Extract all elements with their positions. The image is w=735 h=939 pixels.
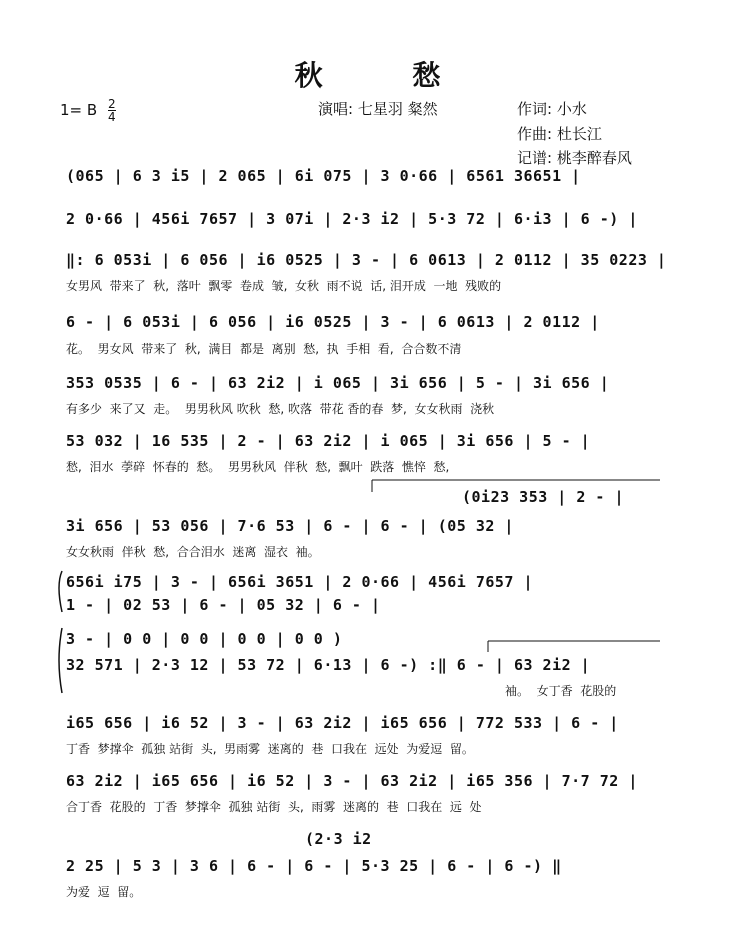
composer: 作曲: 杜长江: [517, 125, 602, 143]
lyrics-row: 有多少 来了又 走。 男男秋风 吹秋 愁, 吹落 带花 香的春 梦, 女女秋雨 浇秋: [66, 402, 495, 416]
notation-row: 2 25 | 5 3 | 3 6 | 6 - | 6 - | 5·3 25 | 6 - | 6 -) ‖: [66, 857, 562, 875]
key-label: 1= B: [60, 101, 98, 119]
notation-row: 2 0·66 | 456i 7657 | 3 07i | 2·3 i2 | 5·3 72 | 6·i3 | 6 -) |: [66, 210, 638, 228]
time-bottom: 4: [107, 110, 116, 124]
notation-row: 3i 656 | 53 056 | 7·6 53 | 6 - | 6 - | (05 32 |: [66, 517, 514, 535]
notation-row: 53 032 | 16 535 | 2 - | 63 2i2 | i 065 | 3i 656 | 5 - |: [66, 432, 591, 450]
notation-row: 353 0535 | 6 - | 63 2i2 | i 065 | 3i 656 | 5 - | 3i 656 |: [66, 374, 610, 392]
lyrics-row: 为爱 逗 留。: [66, 885, 142, 899]
system-bracket-1: [59, 571, 62, 612]
lyrics-row: 丁香 梦撑伞 孤独 站街 头, 男雨雾 迷离的 巷 口我在 远处 为爱逗 留。: [66, 742, 474, 756]
lyrics-row: 愁, 泪水 荸碎 怀春的 愁。 男男秋风 伴秋 愁, 飘叶 跌落 憔悴 愁,: [66, 460, 450, 474]
notation-row: (2·3 i2: [305, 830, 372, 848]
song-title: 秋 愁: [294, 59, 481, 92]
notation-row: (0i23 353 | 2 - |: [462, 488, 625, 506]
transcriber: 记谱: 桃李醉春风: [517, 149, 632, 167]
notation-row: 6 - | 6 053i | 6 056 | i6 0525 | 3 - | 6 0613 | 2 0112 |: [66, 313, 600, 331]
lyrics-row: 合丁香 花股的 丁香 梦撑伞 孤独 站街 头, 雨雾 迷离的 巷 口我在 远 处: [66, 800, 482, 814]
time-top: 2: [107, 97, 116, 111]
lyricist: 作词: 小水: [517, 100, 587, 118]
lyrics-row: 女女秋雨 伴秋 愁, 合合泪水 迷离 湿衣 袖。: [66, 545, 320, 559]
notation-row: 32 571 | 2·3 12 | 53 72 | 6·13 | 6 -) :‖ 6 - | 63 2i2 |: [66, 656, 591, 674]
notation-row: 63 2i2 | i65 656 | i6 52 | 3 - | 63 2i2 | i65 356 | 7·7 72 |: [66, 772, 638, 790]
notation-row: (065 | 6 3 i5 | 2 065 | 6i 075 | 3 0·66 | 6561 36651 |: [66, 167, 581, 185]
notation-row: 3 - | 0 0 | 0 0 | 0 0 | 0 0 ): [66, 630, 343, 648]
notation-row: 1 - | 02 53 | 6 - | 05 32 | 6 - |: [66, 596, 381, 614]
notation-row: i65 656 | i6 52 | 3 - | 63 2i2 | i65 656 | 772 533 | 6 - |: [66, 714, 619, 732]
lyrics-row: 女男风 带来了 秋, 落叶 飘零 卷成 皱, 女秋 雨不说 话, 泪开成 一地 残败的: [66, 279, 502, 293]
singers: 演唱: 七星羽 粲然: [318, 100, 438, 118]
lyrics-row: 袖。 女丁香 花股的: [505, 684, 617, 698]
lyrics-row: 花。 男女风 带来了 秋, 满目 都是 离别 愁, 执 手相 看, 合合数不清: [66, 342, 462, 356]
notation-row: 656i i75 | 3 - | 656i 3651 | 2 0·66 | 456i 7657 |: [66, 573, 534, 591]
system-bracket-2: [59, 628, 62, 693]
notation-row: ‖: 6 053i | 6 056 | i6 0525 | 3 - | 6 0613 | 2 0112 | 35 0223 |: [66, 251, 667, 269]
